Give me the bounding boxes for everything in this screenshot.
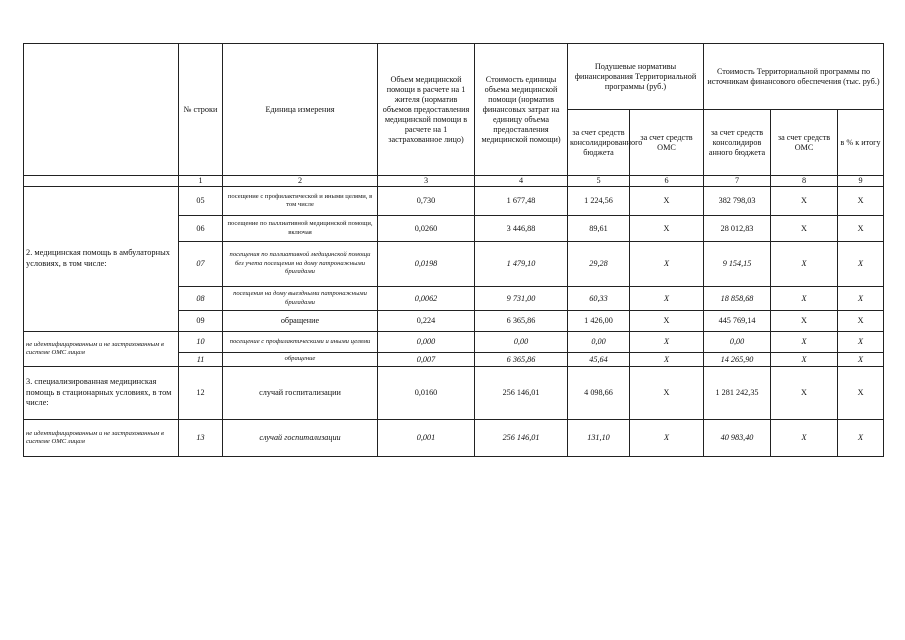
row-pr-oms: X bbox=[771, 287, 838, 311]
group-non-insured: не идентифицированным и не застрахованным в системе ОМС лицам bbox=[24, 332, 179, 367]
row-pr-oms: X bbox=[771, 420, 838, 457]
row-unit-cost: 1 677,48 bbox=[475, 187, 568, 216]
row-pr-oms: X bbox=[771, 216, 838, 242]
row-no: 11 bbox=[179, 353, 223, 367]
row-no: 08 bbox=[179, 287, 223, 311]
row-pc-oms: X bbox=[630, 367, 704, 420]
row-pc-oms: X bbox=[630, 242, 704, 287]
row-no: 10 bbox=[179, 332, 223, 353]
row-pc-oms: X bbox=[630, 187, 704, 216]
row-pc-budget: 60,33 bbox=[568, 287, 630, 311]
row-percent: X bbox=[838, 216, 884, 242]
row-pr-oms: X bbox=[771, 242, 838, 287]
row-unit: посещение с профилактической и иными целями, в том числе bbox=[223, 187, 378, 216]
row-pr-oms: X bbox=[771, 187, 838, 216]
col-number-blank bbox=[24, 176, 179, 187]
row-pc-oms: X bbox=[630, 353, 704, 367]
row-pc-oms: X bbox=[630, 287, 704, 311]
row-pr-budget: 40 983,40 bbox=[704, 420, 771, 457]
header-row-no: № строки bbox=[179, 44, 223, 176]
row-unit: обращение bbox=[223, 353, 378, 367]
row-unit-cost: 6 365,86 bbox=[475, 353, 568, 367]
row-no: 13 bbox=[179, 420, 223, 457]
col-number: 3 bbox=[378, 176, 475, 187]
row-unit: обращение bbox=[223, 311, 378, 332]
row-pr-budget: 9 154,15 bbox=[704, 242, 771, 287]
row-pc-budget: 45,64 bbox=[568, 353, 630, 367]
row-volume: 0,0198 bbox=[378, 242, 475, 287]
row-pr-budget: 28 012,83 bbox=[704, 216, 771, 242]
col-number: 1 bbox=[179, 176, 223, 187]
header-program-cost: Стоимость Территориальной программы по источникам финансового обеспечения (тыс. руб.) bbox=[704, 44, 884, 110]
row-pr-budget: 14 265,90 bbox=[704, 353, 771, 367]
row-volume: 0,0062 bbox=[378, 287, 475, 311]
row-pc-budget: 0,00 bbox=[568, 332, 630, 353]
group-non-insured-inpatient: не идентифицированным и не застрахованным в системе ОМС лицам bbox=[24, 420, 179, 457]
row-pr-budget: 1 281 242,35 bbox=[704, 367, 771, 420]
row-volume: 0,224 bbox=[378, 311, 475, 332]
header-per-capita: Подушевые нормативы финансирования Территориальной программы (руб.) bbox=[568, 44, 704, 110]
row-unit-cost: 256 146,01 bbox=[475, 367, 568, 420]
col-number: 4 bbox=[475, 176, 568, 187]
header-per-capita-oms: за счет средств ОМС bbox=[630, 110, 704, 176]
row-pr-oms: X bbox=[771, 353, 838, 367]
row-pr-oms: X bbox=[771, 332, 838, 353]
row-unit: случай госпитализации bbox=[223, 367, 378, 420]
row-volume: 0,000 bbox=[378, 332, 475, 353]
row-pr-budget: 0,00 bbox=[704, 332, 771, 353]
row-volume: 0,0260 bbox=[378, 216, 475, 242]
row-percent: X bbox=[838, 287, 884, 311]
row-volume: 0,001 bbox=[378, 420, 475, 457]
row-percent: X bbox=[838, 187, 884, 216]
row-pc-oms: X bbox=[630, 420, 704, 457]
table-row bbox=[24, 420, 884, 457]
row-pr-oms: X bbox=[771, 367, 838, 420]
row-volume: 0,0160 bbox=[378, 367, 475, 420]
row-unit-cost: 1 479,10 bbox=[475, 242, 568, 287]
table-row bbox=[24, 187, 884, 216]
column-numbers-row bbox=[24, 176, 884, 187]
group-inpatient: 3. специализированная медицинская помощь в стационарных условиях, в том числе: bbox=[24, 367, 179, 420]
financing-table bbox=[23, 43, 884, 457]
row-no: 09 bbox=[179, 311, 223, 332]
header-unit: Единица измерения bbox=[223, 44, 378, 176]
row-unit-cost: 0,00 bbox=[475, 332, 568, 353]
row-pc-budget: 29,28 bbox=[568, 242, 630, 287]
row-unit-cost: 256 146,01 bbox=[475, 420, 568, 457]
header-unit-cost: Стоимость единицы объема медицинской помощи (норматив финансовых затрат на единицу объема предоставления медицинской помощи) bbox=[475, 44, 568, 176]
row-no: 12 bbox=[179, 367, 223, 420]
row-percent: X bbox=[838, 311, 884, 332]
row-pc-oms: X bbox=[630, 311, 704, 332]
header-volume: Объем медицинской помощи в расчете на 1 жителя (норматив объемов предоставления медицинской помощи в расчете на 1 застрахованное лицо) bbox=[378, 44, 475, 176]
row-percent: X bbox=[838, 332, 884, 353]
col-number: 8 bbox=[771, 176, 838, 187]
header-per-capita-budget: за счет средств консолидированного бюджета bbox=[568, 110, 630, 176]
row-percent: X bbox=[838, 367, 884, 420]
row-pr-budget: 18 858,68 bbox=[704, 287, 771, 311]
row-pc-budget: 1 224,56 bbox=[568, 187, 630, 216]
col-number: 9 bbox=[838, 176, 884, 187]
row-no: 05 bbox=[179, 187, 223, 216]
row-unit: посещения по паллиативной медицинской помощи без учета посещения на дому патронажными бригадами bbox=[223, 242, 378, 287]
row-pr-budget: 382 798,03 bbox=[704, 187, 771, 216]
table-row bbox=[24, 332, 884, 353]
row-volume: 0,730 bbox=[378, 187, 475, 216]
header-program-oms: за счет средств ОМС bbox=[771, 110, 838, 176]
row-unit-cost: 6 365,86 bbox=[475, 311, 568, 332]
row-pr-budget: 445 769,14 bbox=[704, 311, 771, 332]
header-program-budget: за счет средств консолидиров анного бюджета bbox=[704, 110, 771, 176]
row-pc-budget: 4 098,66 bbox=[568, 367, 630, 420]
row-unit: посещения на дому выездными патронажными бригадами bbox=[223, 287, 378, 311]
row-percent: X bbox=[838, 242, 884, 287]
row-unit-cost: 9 731,00 bbox=[475, 287, 568, 311]
header-program-percent: в % к итогу bbox=[838, 110, 884, 176]
row-pc-oms: X bbox=[630, 332, 704, 353]
row-percent: X bbox=[838, 353, 884, 367]
row-pc-budget: 89,61 bbox=[568, 216, 630, 242]
col-number: 2 bbox=[223, 176, 378, 187]
header-blank bbox=[24, 44, 179, 176]
row-no: 06 bbox=[179, 216, 223, 242]
row-volume: 0,007 bbox=[378, 353, 475, 367]
row-unit: посещение по паллиативной медицинской помощи, включая bbox=[223, 216, 378, 242]
group-ambulatory: 2. медицинская помощь в амбулаторных условиях, в том числе: bbox=[24, 187, 179, 332]
table-row bbox=[24, 367, 884, 420]
row-no: 07 bbox=[179, 242, 223, 287]
col-number: 7 bbox=[704, 176, 771, 187]
col-number: 5 bbox=[568, 176, 630, 187]
row-pr-oms: X bbox=[771, 311, 838, 332]
row-pc-budget: 1 426,00 bbox=[568, 311, 630, 332]
row-percent: X bbox=[838, 420, 884, 457]
row-unit-cost: 3 446,88 bbox=[475, 216, 568, 242]
col-number: 6 bbox=[630, 176, 704, 187]
row-pc-oms: X bbox=[630, 216, 704, 242]
row-unit: случай госпитализации bbox=[223, 420, 378, 457]
row-pc-budget: 131,10 bbox=[568, 420, 630, 457]
row-unit: посещение с профилактическими и иными целями bbox=[223, 332, 378, 353]
